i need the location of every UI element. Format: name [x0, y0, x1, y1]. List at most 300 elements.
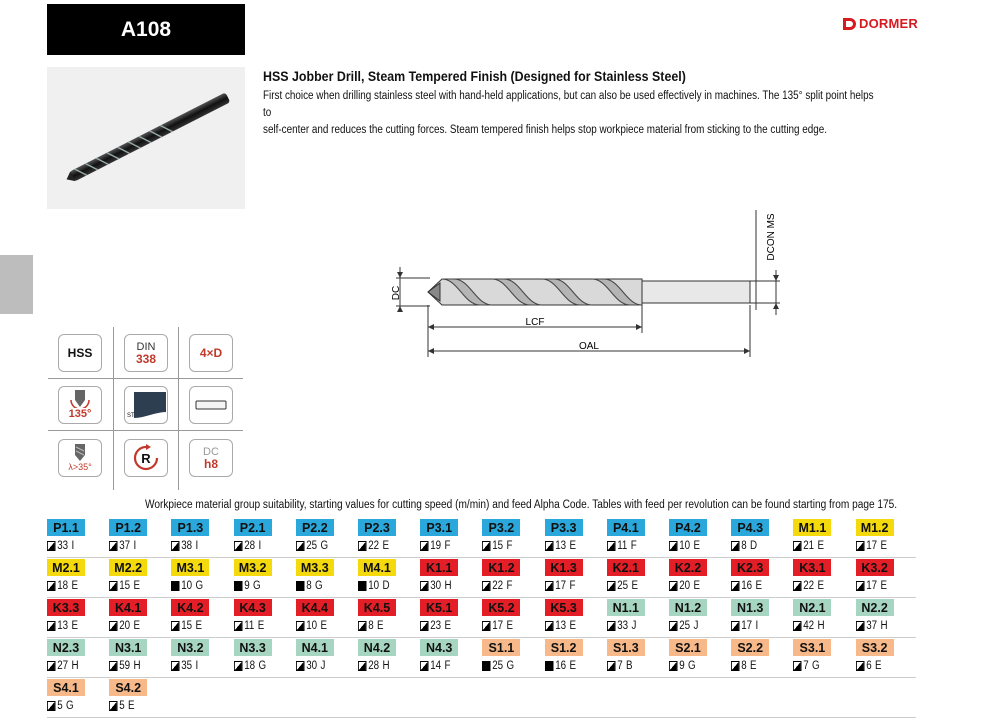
- feed-alpha-code: E: [320, 620, 327, 632]
- material-group-badge: P4.2: [669, 519, 707, 536]
- material-cell: [793, 637, 855, 677]
- material-group-badge: P4.1: [607, 519, 645, 536]
- cutting-speed: 10: [305, 620, 317, 632]
- material-group-badge: S1.1: [482, 639, 520, 656]
- secondary-suitability-icon: [47, 541, 56, 551]
- helix-angle-label: λ>35°: [68, 462, 92, 472]
- cutting-speed: 7: [803, 660, 810, 672]
- feed-alpha-code: F: [506, 580, 513, 592]
- material-cell: [234, 637, 296, 677]
- brand-logo: [843, 16, 918, 31]
- cutting-speed: 20: [119, 620, 131, 632]
- tolerance-label: DC: [203, 445, 219, 458]
- tolerance-tile: [189, 439, 233, 477]
- product-code: A108: [47, 4, 245, 55]
- secondary-suitability-icon: [731, 541, 740, 551]
- secondary-suitability-icon: [607, 621, 616, 631]
- secondary-suitability-icon: [234, 541, 243, 551]
- speed-alpha-value: [856, 538, 887, 554]
- speed-alpha-value: [545, 538, 576, 554]
- feed-alpha-code: H: [444, 580, 452, 592]
- cutting-speed: 8: [368, 620, 374, 632]
- speed-alpha-value: [234, 538, 261, 554]
- cutting-speed: 6: [865, 660, 872, 672]
- secondary-suitability-icon: [420, 581, 429, 591]
- material-group-badge: K1.1: [420, 559, 458, 576]
- cutting-speed: 59: [119, 660, 131, 672]
- length-ratio-tile: [189, 334, 233, 372]
- cutting-speed: 30: [430, 580, 442, 592]
- material-cell: [856, 517, 918, 557]
- material-group-badge: P1.1: [47, 519, 85, 536]
- cutting-speed: 17: [865, 580, 877, 592]
- material-group-badge: N1.2: [669, 599, 707, 616]
- cutting-speed: 10: [181, 580, 193, 592]
- material-group-badge: K4.3: [234, 599, 272, 616]
- cutting-speed: 10: [368, 580, 380, 592]
- cutting-speed: 15: [119, 580, 131, 592]
- speed-alpha-value: [358, 618, 384, 634]
- cutting-speed: 22: [492, 580, 504, 592]
- feed-alpha-code: E: [257, 620, 264, 632]
- feed-alpha-code: F: [630, 540, 637, 552]
- material-group-badge: N2.1: [793, 599, 831, 616]
- speed-alpha-value: [171, 538, 198, 554]
- speed-alpha-value: [731, 618, 758, 634]
- material-cell: [607, 557, 669, 597]
- cutting-speed: 13: [57, 620, 69, 632]
- cutting-speed: 10: [679, 540, 691, 552]
- surface-finish-tile: [124, 386, 168, 424]
- material-group-badge: P3.2: [482, 519, 520, 536]
- feed-alpha-code: G: [252, 580, 261, 592]
- secondary-suitability-icon: [358, 541, 367, 551]
- surface-finish-icon: [126, 390, 168, 420]
- feed-alpha-code: E: [569, 620, 576, 632]
- feed-alpha-code: G: [66, 700, 74, 712]
- feed-alpha-code: F: [569, 580, 576, 592]
- cutting-speed: 19: [430, 540, 442, 552]
- speed-alpha-value: [607, 658, 633, 674]
- material-cell: [296, 557, 358, 597]
- lcf-label: LCF: [525, 317, 545, 328]
- secondary-suitability-icon: [482, 621, 491, 631]
- cutting-speed: 22: [803, 580, 815, 592]
- material-row: [47, 677, 916, 718]
- speed-alpha-value: [234, 578, 261, 594]
- secondary-suitability-icon: [793, 581, 802, 591]
- primary-suitability-icon: [545, 661, 554, 671]
- material-group-badge: K5.3: [545, 599, 583, 616]
- secondary-suitability-icon: [545, 581, 554, 591]
- material-cell: [731, 517, 793, 557]
- speed-alpha-value: [669, 618, 698, 634]
- feed-alpha-code: E: [817, 580, 825, 592]
- material-cell: [47, 637, 109, 677]
- speed-alpha-value: [669, 538, 700, 554]
- secondary-suitability-icon: [171, 541, 180, 551]
- secondary-suitability-icon: [793, 621, 802, 631]
- cutting-speed: 21: [803, 540, 815, 552]
- point-angle-label: 135°: [68, 407, 92, 420]
- dormer-logo-icon: [843, 18, 857, 30]
- primary-suitability-icon: [171, 581, 180, 591]
- material-cell: [607, 637, 669, 677]
- material-cell: [669, 637, 731, 677]
- speed-alpha-value: [109, 658, 141, 674]
- speed-alpha-value: [358, 578, 390, 594]
- speed-alpha-value: [793, 538, 824, 554]
- secondary-suitability-icon: [545, 541, 554, 551]
- rotation-tile: [124, 439, 168, 477]
- feed-alpha-code: J: [320, 660, 326, 672]
- material-group-badge: S4.1: [47, 679, 85, 696]
- secondary-suitability-icon: [109, 581, 118, 591]
- feed-alpha-code: E: [444, 620, 452, 632]
- cutting-speed: 16: [741, 580, 753, 592]
- material-cell: [482, 557, 544, 597]
- feed-alpha-code: I: [258, 540, 261, 552]
- feed-alpha-code: E: [631, 580, 638, 592]
- speed-alpha-value: [856, 578, 887, 594]
- material-group-badge: N2.3: [47, 639, 85, 656]
- drill-dimension-diagram: [380, 205, 780, 357]
- feed-alpha-code: F: [506, 540, 513, 552]
- material-group-badge: P2.2: [296, 519, 334, 536]
- feed-alpha-code: G: [688, 660, 696, 672]
- material-cell: [109, 517, 171, 557]
- feed-alpha-code: E: [133, 580, 141, 592]
- material-cell: [47, 557, 109, 597]
- secondary-suitability-icon: [482, 581, 491, 591]
- length-ratio-label: 4×D: [199, 346, 223, 360]
- speed-alpha-value: [47, 698, 74, 714]
- material-group-badge: S2.1: [669, 639, 707, 656]
- secondary-suitability-icon: [420, 661, 429, 671]
- secondary-suitability-icon: [669, 661, 678, 671]
- rotation-label: R: [141, 451, 151, 466]
- material-cell: [731, 637, 793, 677]
- dc-label: DC: [391, 285, 402, 301]
- material-group-badge: N1.3: [731, 599, 769, 616]
- material-group-badge: M3.2: [234, 559, 272, 576]
- speed-alpha-value: [420, 578, 452, 594]
- cutting-speed: 18: [243, 660, 255, 672]
- cutting-speed: 27: [57, 660, 69, 672]
- feed-alpha-code: I: [195, 540, 199, 552]
- secondary-suitability-icon: [607, 661, 616, 671]
- cutting-speed: 8: [741, 540, 747, 552]
- material-cell: [109, 637, 171, 677]
- secondary-suitability-icon: [856, 581, 865, 591]
- speed-alpha-value: [607, 618, 636, 634]
- feed-alpha-code: E: [506, 620, 514, 632]
- cutting-speed: 18: [57, 580, 69, 592]
- material-cell: [47, 597, 109, 637]
- cutting-speed: 22: [368, 540, 380, 552]
- description-line-2: self-center and reduces the cutting forces. Steam tempered finish helps stop workpiece material from sticking to the cutting edge.: [263, 124, 828, 136]
- material-group-badge: M1.1: [793, 519, 831, 536]
- feed-alpha-code: E: [71, 580, 78, 592]
- cutting-speed: 7: [616, 660, 623, 672]
- feed-alpha-code: B: [625, 660, 633, 672]
- feed-alpha-code: E: [377, 620, 384, 632]
- tolerance-value: h8: [203, 456, 218, 471]
- feed-alpha-code: E: [128, 700, 135, 712]
- cutting-speed: 13: [554, 620, 566, 632]
- feed-alpha-code: E: [693, 540, 700, 552]
- secondary-suitability-icon: [234, 661, 243, 671]
- cutting-speed: 16: [554, 660, 566, 672]
- speed-alpha-value: [109, 618, 140, 634]
- speed-alpha-value: [234, 618, 264, 634]
- material-group-badge: N3.2: [171, 639, 209, 656]
- feed-alpha-code: E: [750, 660, 757, 672]
- material-group-badge: K3.3: [47, 599, 85, 616]
- secondary-suitability-icon: [109, 541, 118, 551]
- speed-alpha-value: [482, 618, 513, 634]
- feed-alpha-code: E: [382, 540, 389, 552]
- point-angle-tile: [58, 386, 102, 424]
- feed-alpha-code: E: [71, 620, 78, 632]
- material-cell: [545, 557, 607, 597]
- speed-alpha-value: [669, 578, 700, 594]
- material-cell: [731, 557, 793, 597]
- speed-alpha-value: [358, 538, 389, 554]
- feed-alpha-code: D: [750, 540, 758, 552]
- speed-alpha-value: [856, 618, 888, 634]
- material-cell: [731, 597, 793, 637]
- material-group-badge: K1.3: [545, 559, 583, 576]
- speed-alpha-value: [171, 658, 198, 674]
- material-group-badge: P4.3: [731, 519, 769, 536]
- material-group-badge: P1.2: [109, 519, 147, 536]
- cutting-speed: 14: [430, 660, 442, 672]
- material-group-badge: K2.2: [669, 559, 707, 576]
- speed-alpha-value: [545, 578, 575, 594]
- material-group-badge: M4.1: [358, 559, 396, 576]
- feed-alpha-code: E: [569, 540, 576, 552]
- product-title: HSS Jobber Drill, Steam Tempered Finish (Designed for Stainless Steel): [263, 69, 686, 84]
- material-group-badge: N4.2: [358, 639, 396, 656]
- secondary-suitability-icon: [47, 621, 56, 631]
- cutting-speed: 28: [368, 660, 380, 672]
- material-cell: [171, 597, 233, 637]
- right-hand-rotation-icon: [132, 444, 160, 472]
- primary-suitability-icon: [234, 581, 243, 591]
- cutting-speed: 5: [57, 700, 63, 712]
- hss-label: HSS: [67, 346, 93, 360]
- speed-alpha-value: [296, 658, 325, 674]
- cutting-speed: 37: [119, 540, 131, 552]
- secondary-suitability-icon: [296, 541, 305, 551]
- cutting-speed: 38: [181, 540, 193, 552]
- material-cell: [856, 637, 918, 677]
- secondary-suitability-icon: [731, 661, 740, 671]
- speed-alpha-value: [731, 578, 762, 594]
- material-row: [47, 557, 916, 598]
- material-group-badge: N4.3: [420, 639, 458, 656]
- speed-alpha-value: [793, 578, 824, 594]
- material-cell: [420, 637, 482, 677]
- cutting-speed: 28: [243, 540, 255, 552]
- straight-shank-icon: [195, 399, 227, 411]
- feed-alpha-code: H: [133, 660, 141, 672]
- helix-angle-tile: [58, 439, 102, 477]
- speed-alpha-value: [358, 658, 390, 674]
- material-group-badge: K3.2: [856, 559, 894, 576]
- speed-alpha-value: [482, 538, 512, 554]
- speed-alpha-value: [856, 658, 882, 674]
- material-cell: [545, 517, 607, 557]
- cutting-speed: 9: [679, 660, 685, 672]
- feed-alpha-code: E: [133, 620, 141, 632]
- material-group-badge: M3.1: [171, 559, 209, 576]
- material-cell: [296, 517, 358, 557]
- secondary-suitability-icon: [296, 661, 305, 671]
- drill-photo: [47, 67, 245, 209]
- material-cell: [607, 517, 669, 557]
- secondary-suitability-icon: [109, 661, 118, 671]
- secondary-suitability-icon: [296, 621, 305, 631]
- secondary-suitability-icon: [731, 621, 740, 631]
- material-group-badge: M1.2: [856, 519, 894, 536]
- speed-alpha-value: [731, 538, 757, 554]
- feed-alpha-code: G: [812, 660, 821, 672]
- feed-alpha-code: H: [71, 660, 79, 672]
- material-group-badge: N2.2: [856, 599, 894, 616]
- primary-suitability-icon: [358, 581, 367, 591]
- speed-alpha-value: [234, 658, 266, 674]
- speed-alpha-value: [109, 578, 140, 594]
- cutting-speed: 35: [181, 660, 193, 672]
- feed-alpha-code: J: [693, 620, 699, 632]
- din-standard-tile: [124, 334, 168, 372]
- feed-alpha-code: G: [320, 540, 328, 552]
- feed-alpha-code: G: [195, 580, 204, 592]
- secondary-suitability-icon: [856, 541, 865, 551]
- material-hss-tile: [58, 334, 102, 372]
- cutting-speed: 5: [119, 700, 125, 712]
- speed-alpha-value: [296, 578, 323, 594]
- cutting-speed: 17: [741, 620, 753, 632]
- material-group-badge: S2.2: [731, 639, 769, 656]
- feed-alpha-code: G: [314, 580, 323, 592]
- material-cell: [545, 597, 607, 637]
- material-cell: [234, 597, 296, 637]
- material-group-badge: K5.2: [482, 599, 520, 616]
- feed-alpha-code: F: [444, 540, 451, 552]
- material-group-badge: S1.3: [607, 639, 645, 656]
- speed-alpha-value: [47, 578, 78, 594]
- material-group-badge: K4.4: [296, 599, 334, 616]
- material-group-badge: N3.3: [234, 639, 272, 656]
- cutting-speed: 30: [305, 660, 317, 672]
- material-cell: [171, 517, 233, 557]
- secondary-suitability-icon: [171, 621, 180, 631]
- description-line-1: First choice when drilling stainless steel with hand-held applications, but can also be used effectively in machines. The 135° split point helps to: [263, 90, 874, 119]
- secondary-suitability-icon: [669, 541, 678, 551]
- primary-suitability-icon: [296, 581, 305, 591]
- speed-alpha-value: [607, 538, 637, 554]
- speed-alpha-value: [171, 618, 202, 634]
- material-cell: [669, 557, 731, 597]
- secondary-suitability-icon: [856, 661, 865, 671]
- feed-alpha-code: E: [817, 540, 825, 552]
- helix-icon: [69, 444, 91, 462]
- secondary-suitability-icon: [109, 701, 118, 711]
- material-cell: [856, 557, 918, 597]
- brand-name: DORMER: [859, 16, 918, 31]
- cutting-speed: 25: [616, 580, 628, 592]
- feed-alpha-code: E: [693, 580, 700, 592]
- material-cell: [793, 597, 855, 637]
- secondary-suitability-icon: [669, 621, 678, 631]
- surface-code-label: ST: [127, 413, 135, 419]
- cutting-speed: 15: [492, 540, 504, 552]
- din-number: 338: [135, 351, 157, 366]
- material-group-badge: K3.1: [793, 559, 831, 576]
- material-group-badge: S3.1: [793, 639, 831, 656]
- material-group-badge: K5.1: [420, 599, 458, 616]
- material-cell: [47, 677, 109, 717]
- secondary-suitability-icon: [420, 541, 429, 551]
- feed-alpha-code: I: [71, 540, 75, 552]
- secondary-suitability-icon: [47, 661, 56, 671]
- material-cell: [234, 557, 296, 597]
- speed-alpha-value: [731, 658, 757, 674]
- material-row: [47, 637, 916, 678]
- material-group-badge: P2.1: [234, 519, 272, 536]
- feed-alpha-code: D: [382, 580, 390, 592]
- material-group-badge: P3.1: [420, 519, 458, 536]
- cutting-speed: 9: [243, 580, 250, 592]
- din-label: DIN: [136, 340, 156, 353]
- table-caption: Workpiece material group suitability, starting values for cutting speed (m/min) and feed Alpha Code. Tables with feed per revolution can be found starting from page 175.: [145, 499, 898, 511]
- secondary-suitability-icon: [731, 581, 740, 591]
- material-group-badge: K4.1: [109, 599, 147, 616]
- secondary-suitability-icon: [358, 621, 367, 631]
- feed-alpha-code: H: [880, 620, 888, 632]
- secondary-suitability-icon: [607, 581, 616, 591]
- secondary-suitability-icon: [47, 701, 56, 711]
- material-group-badge: K2.1: [607, 559, 645, 576]
- material-group-badge: S4.2: [109, 679, 147, 696]
- material-cell: [358, 517, 420, 557]
- material-cell: [793, 517, 855, 557]
- material-cell: [607, 597, 669, 637]
- material-group-badge: S1.2: [545, 639, 583, 656]
- material-group-badge: K1.2: [482, 559, 520, 576]
- feed-alpha-code: E: [880, 540, 887, 552]
- material-group-badge: P3.3: [545, 519, 583, 536]
- speed-alpha-value: [109, 698, 135, 714]
- material-cell: [358, 557, 420, 597]
- material-cell: [234, 517, 296, 557]
- primary-suitability-icon: [482, 661, 491, 671]
- material-cell: [109, 597, 171, 637]
- secondary-suitability-icon: [109, 621, 118, 631]
- cutting-speed: 11: [243, 620, 254, 632]
- material-group-badge: P2.3: [358, 519, 396, 536]
- material-cell: [47, 517, 109, 557]
- speed-alpha-value: [545, 658, 576, 674]
- cutting-speed: 17: [492, 620, 504, 632]
- cutting-speed: 20: [679, 580, 691, 592]
- material-cell: [358, 597, 420, 637]
- cutting-speed: 25: [305, 540, 317, 552]
- cutting-speed: 23: [430, 620, 442, 632]
